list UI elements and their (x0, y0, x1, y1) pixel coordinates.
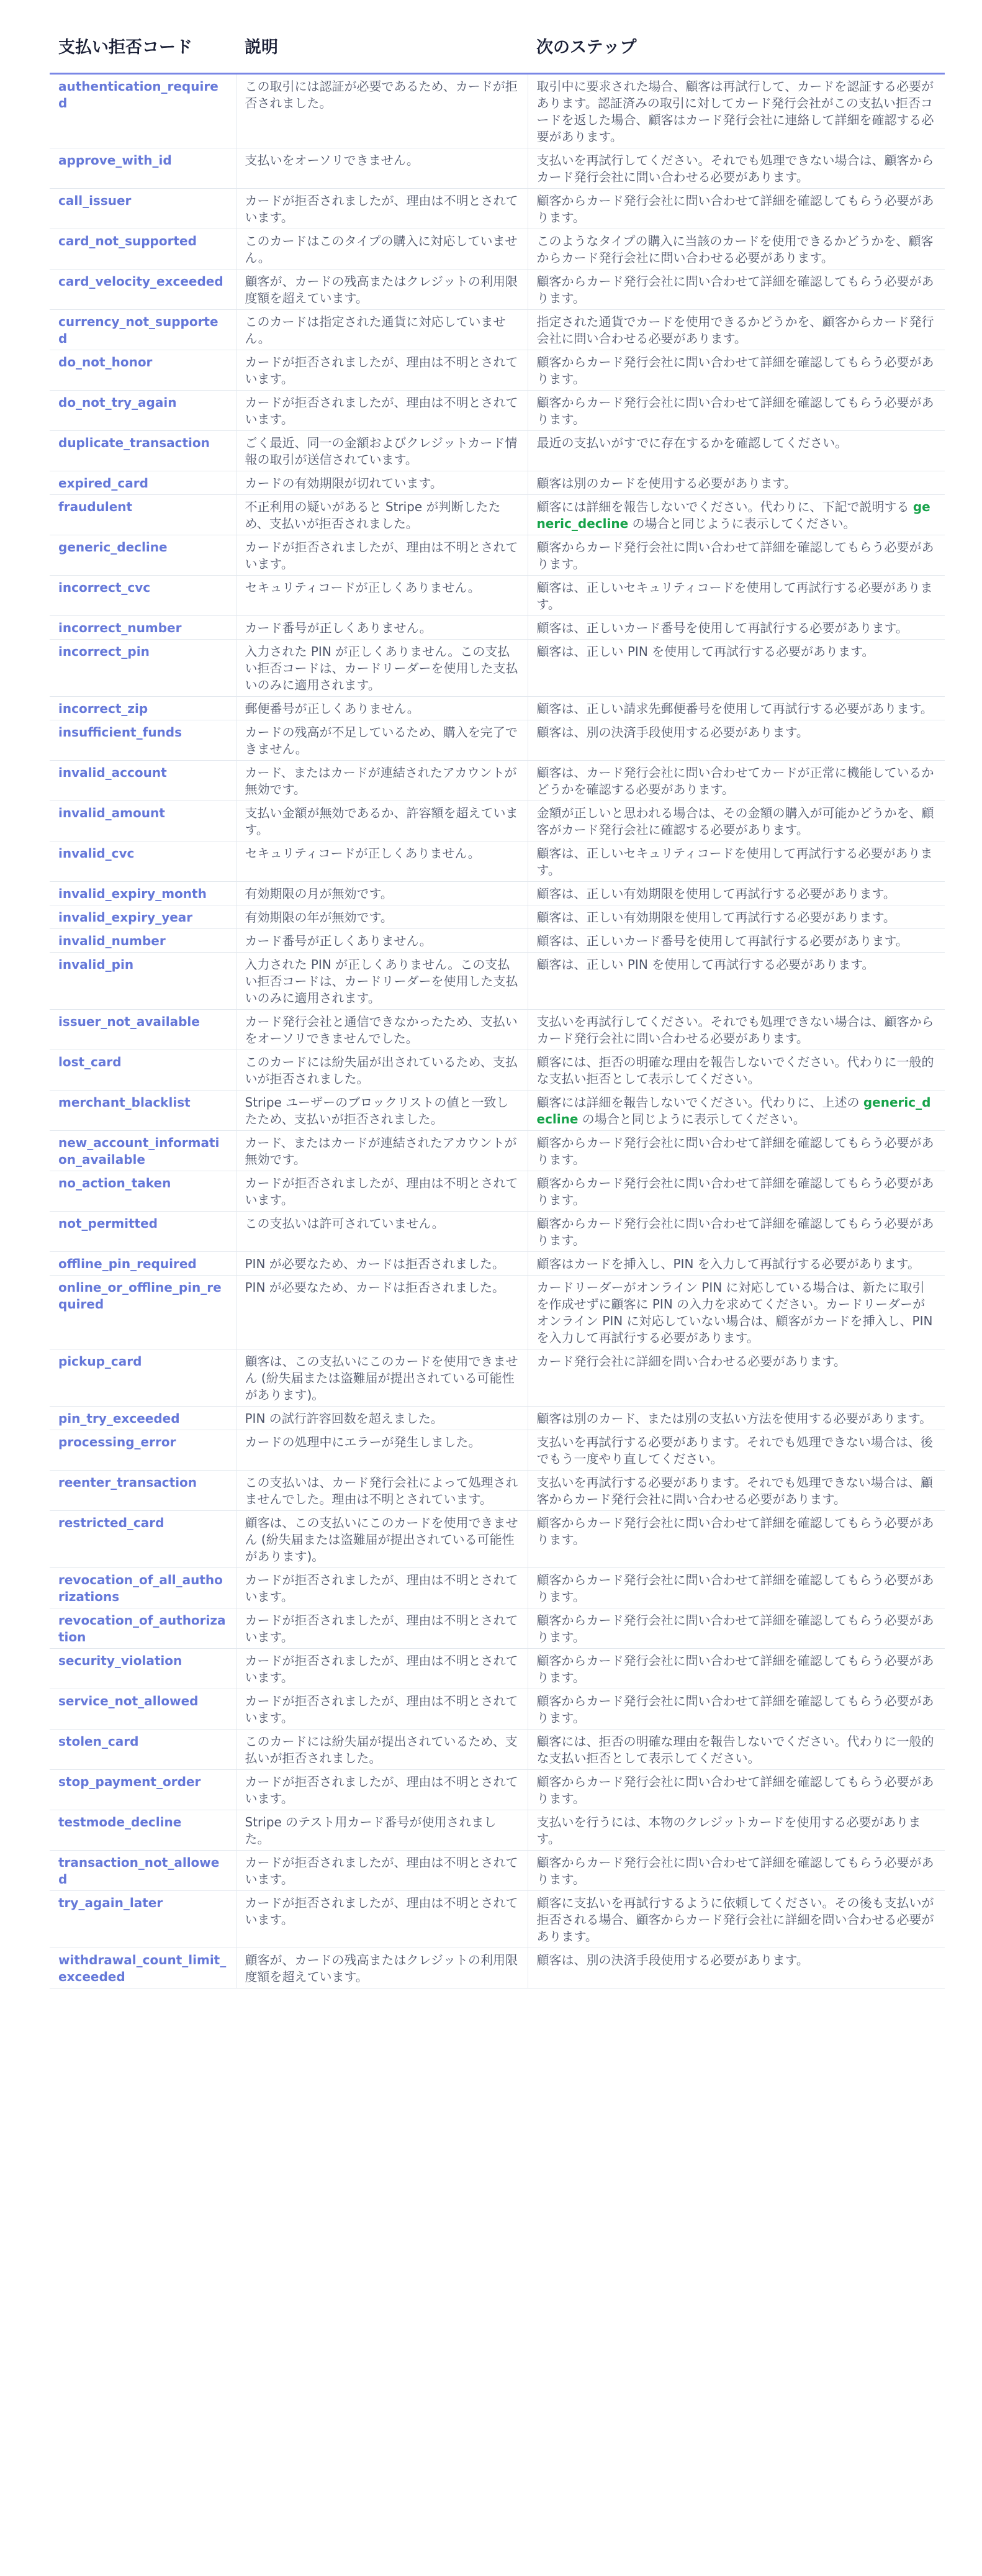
next-steps: 顧客からカード発行会社に問い合わせて詳細を確認してもらう必要があります。 (528, 1851, 945, 1891)
decline-code-link[interactable]: invalid_cvc (50, 841, 236, 882)
decline-description: カード、またはカードが連結されたアカウントが無効です。 (236, 761, 528, 801)
decline-code-link[interactable]: lost_card (50, 1050, 236, 1091)
decline-code-link[interactable]: new_account_information_available (50, 1131, 236, 1171)
next-steps: 顧客は、正しい PIN を使用して再試行する必要があります。 (528, 640, 945, 697)
table-row (50, 882, 945, 905)
table-row (50, 697, 945, 720)
decline-description: カードが拒否されましたが、理由は不明とされています。 (236, 189, 528, 229)
table-row (50, 1050, 945, 1091)
decline-code-link[interactable]: testmode_decline (50, 1810, 236, 1851)
next-steps: 支払いを再試行する必要があります。それでも処理できない場合は、後でもう一度やり直してください。 (528, 1430, 945, 1471)
next-steps: 顧客からカード発行会社に問い合わせて詳細を確認してもらう必要があります。 (528, 350, 945, 391)
decline-description: 有効期限の月が無効です。 (236, 882, 528, 905)
table-row (50, 74, 945, 148)
next-steps: 顧客は別のカードを使用する必要があります。 (528, 471, 945, 495)
next-steps: 顧客には、拒否の明確な理由を報告しないでください。代わりに一般的な支払い拒否として表示してください。 (528, 1730, 945, 1770)
next-steps: 顧客は別のカード、または別の支払い方法を使用する必要があります。 (528, 1407, 945, 1430)
decline-code-link[interactable]: incorrect_pin (50, 640, 236, 697)
table-row (50, 350, 945, 391)
decline-code-link[interactable]: merchant_blacklist (50, 1091, 236, 1131)
table-row (50, 1091, 945, 1131)
decline-description: カードが拒否されましたが、理由は不明とされています。 (236, 1689, 528, 1730)
decline-description: カードが拒否されましたが、理由は不明とされています。 (236, 1891, 528, 1948)
table-row (50, 1407, 945, 1430)
decline-description: カードが拒否されましたが、理由は不明とされています。 (236, 391, 528, 431)
decline-code-link[interactable]: fraudulent (50, 495, 236, 535)
next-steps: 顧客は、正しいカード番号を使用して再試行する必要があります。 (528, 616, 945, 640)
table-row (50, 1851, 945, 1891)
next-steps: 支払いを行うには、本物のクレジットカードを使用する必要があります。 (528, 1810, 945, 1851)
next-steps-text: の場合と同じように表示してください。 (578, 1112, 806, 1127)
decline-description: 郵便番号が正しくありません。 (236, 697, 528, 720)
next-steps: 顧客からカード発行会社に問い合わせて詳細を確認してもらう必要があります。 (528, 391, 945, 431)
decline-code-link[interactable]: not_permitted (50, 1212, 236, 1252)
next-steps: 顧客に支払いを再試行するように依頼してください。その後も支払いが拒否される場合、顧客からカード発行会社に詳細を問い合わせる必要があります。 (528, 1891, 945, 1948)
header-next-steps: 次のステップ (528, 25, 945, 74)
decline-description: カードが拒否されましたが、理由は不明とされています。 (236, 1649, 528, 1689)
decline-description: カードが拒否されましたが、理由は不明とされています。 (236, 1770, 528, 1810)
next-steps: 取引中に要求された場合、顧客は再試行して、カードを認証する必要があります。認証済みの取引に対してカード発行会社がこの支払い拒否コードを返した場合、顧客はカード発行会社に連絡して詳細を確認する必要があります。 (528, 74, 945, 148)
decline-description: この取引には認証が必要であるため、カードが拒否されました。 (236, 74, 528, 148)
table-row (50, 761, 945, 801)
decline-description: カードが拒否されましたが、理由は不明とされています。 (236, 1608, 528, 1649)
table-row (50, 1730, 945, 1770)
table-row (50, 1891, 945, 1948)
decline-code-link[interactable]: try_again_later (50, 1891, 236, 1948)
decline-code-link[interactable]: offline_pin_required (50, 1252, 236, 1276)
decline-code-link[interactable]: card_not_supported (50, 229, 236, 270)
next-steps: 顧客は、正しいカード番号を使用して再試行する必要があります。 (528, 929, 945, 953)
decline-code-link[interactable]: reenter_transaction (50, 1471, 236, 1511)
table-row (50, 148, 945, 189)
decline-description: 入力された PIN が正しくありません。この支払い拒否コードは、カードリーダーを使用した支払いのみに適用されます。 (236, 953, 528, 1010)
table-row (50, 1252, 945, 1276)
decline-code-link[interactable]: pin_try_exceeded (50, 1407, 236, 1430)
decline-code-link[interactable]: expired_card (50, 471, 236, 495)
next-steps: 支払いを再試行してください。それでも処理できない場合は、顧客からカード発行会社に問い合わせる必要があります。 (528, 148, 945, 189)
next-steps: 顧客からカード発行会社に問い合わせて詳細を確認してもらう必要があります。 (528, 270, 945, 310)
decline-code-link[interactable]: approve_with_id (50, 148, 236, 189)
decline-code-link[interactable]: do_not_honor (50, 350, 236, 391)
decline-description: 有効期限の年が無効です。 (236, 905, 528, 929)
table-row (50, 1568, 945, 1608)
decline-description: ごく最近、同一の金額およびクレジットカード情報の取引が送信されています。 (236, 431, 528, 471)
table-row (50, 1212, 945, 1252)
table-row (50, 1430, 945, 1471)
decline-code-link[interactable]: do_not_try_again (50, 391, 236, 431)
decline-description: 顧客が、カードの残高またはクレジットの利用限度額を超えています。 (236, 1948, 528, 1989)
decline-description: PIN が必要なため、カードは拒否されました。 (236, 1252, 528, 1276)
next-steps: 顧客からカード発行会社に問い合わせて詳細を確認してもらう必要があります。 (528, 1770, 945, 1810)
table-row (50, 495, 945, 535)
decline-code-link[interactable]: invalid_pin (50, 953, 236, 1010)
next-steps: 顧客からカード発行会社に問い合わせて詳細を確認してもらう必要があります。 (528, 189, 945, 229)
decline-description: この支払いは、カード発行会社によって処理されませんでした。理由は不明とされています。 (236, 1471, 528, 1511)
decline-code-link[interactable]: revocation_of_authorization (50, 1608, 236, 1649)
next-steps: 顧客からカード発行会社に問い合わせて詳細を確認してもらう必要があります。 (528, 1511, 945, 1568)
decline-description: このカードはこのタイプの購入に対応していません。 (236, 229, 528, 270)
decline-description: 支払い金額が無効であるか、許容額を超えています。 (236, 801, 528, 841)
decline-description: カード、またはカードが連結されたアカウントが無効です。 (236, 1131, 528, 1171)
header-code: 支払い拒否コード (50, 25, 236, 74)
table-row (50, 1131, 945, 1171)
decline-description: 入力された PIN が正しくありません。この支払い拒否コードは、カードリーダーを使用した支払いのみに適用されます。 (236, 640, 528, 697)
next-steps: 顧客からカード発行会社に問い合わせて詳細を確認してもらう必要があります。 (528, 1131, 945, 1171)
next-steps: 最近の支払いがすでに存在するかを確認してください。 (528, 431, 945, 471)
decline-description: 顧客は、この支払いにこのカードを使用できません (紛失届または盗難届が提出されている可能性があります)。 (236, 1511, 528, 1568)
table-row (50, 391, 945, 431)
decline-description: 顧客は、この支払いにこのカードを使用できません (紛失届または盗難届が提出されている可能性があります)。 (236, 1349, 528, 1407)
decline-description: Stripe のテスト用カード番号が使用されました。 (236, 1810, 528, 1851)
next-steps: 顧客からカード発行会社に問い合わせて詳細を確認してもらう必要があります。 (528, 1568, 945, 1608)
decline-description: PIN の試行許容回数を超えました。 (236, 1407, 528, 1430)
decline-code-link[interactable]: card_velocity_exceeded (50, 270, 236, 310)
decline-description: カード番号が正しくありません。 (236, 929, 528, 953)
table-row (50, 1010, 945, 1050)
next-steps (528, 495, 945, 535)
table-row (50, 905, 945, 929)
decline-code-link[interactable]: service_not_allowed (50, 1689, 236, 1730)
next-steps (528, 1091, 945, 1131)
header-description: 説明 (236, 25, 528, 74)
next-steps: 顧客は、カード発行会社に問い合わせてカードが正常に機能しているかどうかを確認する必要があります。 (528, 761, 945, 801)
next-steps: 顧客は、正しいセキュリティコードを使用して再試行する必要があります。 (528, 576, 945, 616)
next-steps: 顧客からカード発行会社に問い合わせて詳細を確認してもらう必要があります。 (528, 1649, 945, 1689)
next-steps: 顧客からカード発行会社に問い合わせて詳細を確認してもらう必要があります。 (528, 1212, 945, 1252)
decline-code-link[interactable]: invalid_expiry_year (50, 905, 236, 929)
decline-description: このカードには紛失届が提出されているため、支払いが拒否されました。 (236, 1730, 528, 1770)
next-steps: 支払いを再試行してください。それでも処理できない場合は、顧客からカード発行会社に問い合わせる必要があります。 (528, 1010, 945, 1050)
next-steps: 顧客には、拒否の明確な理由を報告しないでください。代わりに一般的な支払い拒否として表示してください。 (528, 1050, 945, 1091)
next-steps: 顧客からカード発行会社に問い合わせて詳細を確認してもらう必要があります。 (528, 1689, 945, 1730)
decline-description: セキュリティコードが正しくありません。 (236, 576, 528, 616)
header-row (50, 25, 945, 74)
table-row (50, 229, 945, 270)
table-row (50, 1649, 945, 1689)
table-body (50, 74, 945, 1989)
decline-description: カードが拒否されましたが、理由は不明とされています。 (236, 535, 528, 576)
next-steps: 顧客は、別の決済手段使用する必要があります。 (528, 1948, 945, 1989)
next-steps: 顧客は、正しい有効期限を使用して再試行する必要があります。 (528, 905, 945, 929)
decline-code-link[interactable]: insufficient_funds (50, 720, 236, 761)
decline-description: 支払いをオーソリできません。 (236, 148, 528, 189)
decline-code-link[interactable]: invalid_expiry_month (50, 882, 236, 905)
decline-description: カードが拒否されましたが、理由は不明とされています。 (236, 1568, 528, 1608)
next-steps: 顧客は、正しい PIN を使用して再試行する必要があります。 (528, 953, 945, 1010)
next-steps: 顧客は、正しい請求先郵便番号を使用して再試行する必要があります。 (528, 697, 945, 720)
table-row (50, 535, 945, 576)
decline-description: カードが拒否されましたが、理由は不明とされています。 (236, 1851, 528, 1891)
decline-description: セキュリティコードが正しくありません。 (236, 841, 528, 882)
decline-description: カードの処理中にエラーが発生しました。 (236, 1430, 528, 1471)
decline-code-link[interactable]: stolen_card (50, 1730, 236, 1770)
inline-code-link[interactable]: generic_decline (536, 1095, 931, 1127)
next-steps: 支払いを再試行する必要があります。それでも処理できない場合は、顧客からカード発行会社に問い合わせる必要があります。 (528, 1471, 945, 1511)
decline-description: カードの残高が不足しているため、購入を完了できません。 (236, 720, 528, 761)
decline-description: このカードは指定された通貨に対応していません。 (236, 310, 528, 350)
table-row (50, 471, 945, 495)
next-steps-text: の場合と同じように表示してください。 (628, 516, 856, 531)
decline-description: この支払いは許可されていません。 (236, 1212, 528, 1252)
table-row (50, 270, 945, 310)
table-row (50, 1810, 945, 1851)
table-row (50, 1349, 945, 1407)
decline-code-link[interactable]: pickup_card (50, 1349, 236, 1407)
next-steps: 顧客からカード発行会社に問い合わせて詳細を確認してもらう必要があります。 (528, 1608, 945, 1649)
next-steps: カード発行会社に詳細を問い合わせる必要があります。 (528, 1349, 945, 1407)
table-row (50, 1948, 945, 1989)
next-steps: 顧客は、別の決済手段使用する必要があります。 (528, 720, 945, 761)
table-row (50, 640, 945, 697)
decline-description: このカードには紛失届が出されているため、支払いが拒否されました。 (236, 1050, 528, 1091)
table-row (50, 1511, 945, 1568)
table-header (50, 25, 945, 74)
table-row (50, 1471, 945, 1511)
next-steps: 指定された通貨でカードを使用できるかどうかを、顧客からカード発行会社に問い合わせる必要があります。 (528, 310, 945, 350)
table-row (50, 576, 945, 616)
table-row (50, 720, 945, 761)
decline-code-link[interactable]: no_action_taken (50, 1171, 236, 1212)
next-steps: 顧客からカード発行会社に問い合わせて詳細を確認してもらう必要があります。 (528, 1171, 945, 1212)
decline-description: カード番号が正しくありません。 (236, 616, 528, 640)
decline-code-link[interactable]: issuer_not_available (50, 1010, 236, 1050)
decline-code-link[interactable]: currency_not_supported (50, 310, 236, 350)
decline-codes-table (50, 25, 945, 1989)
table-row (50, 616, 945, 640)
next-steps: カードリーダーがオンライン PIN に対応している場合は、新たに取引を作成せずに顧客に PIN の入力を求めてください。カードリーダーがオンライン PIN に対応していない場合は、顧客がカードを挿入し、PIN を入力して再試行する必要があります。 (528, 1276, 945, 1349)
next-steps-text: 顧客には詳細を報告しないでください。代わりに、下記で説明する (536, 499, 913, 514)
next-steps: 金額が正しいと思われる場合は、その金額の購入が可能かどうかを、顧客がカード発行会社に確認する必要があります。 (528, 801, 945, 841)
decline-description: カードが拒否されましたが、理由は不明とされています。 (236, 1171, 528, 1212)
decline-code-link[interactable]: authentication_required (50, 74, 236, 148)
next-steps: このようなタイプの購入に当該のカードを使用できるかどうかを、顧客からカード発行会社に問い合わせる必要があります。 (528, 229, 945, 270)
decline-code-link[interactable]: incorrect_number (50, 616, 236, 640)
decline-code-link[interactable]: stop_payment_order (50, 1770, 236, 1810)
decline-description: カード発行会社と通信できなかったため、支払いをオーソリできませんでした。 (236, 1010, 528, 1050)
decline-description: カードが拒否されましたが、理由は不明とされています。 (236, 350, 528, 391)
table-row (50, 310, 945, 350)
decline-code-link[interactable]: call_issuer (50, 189, 236, 229)
next-steps-text: 顧客には詳細を報告しないでください。代わりに、上述の (536, 1095, 863, 1110)
decline-code-link[interactable]: duplicate_transaction (50, 431, 236, 471)
decline-description: 顧客が、カードの残高またはクレジットの利用限度額を超えています。 (236, 270, 528, 310)
table-row (50, 1608, 945, 1649)
next-steps: 顧客は、正しい有効期限を使用して再試行する必要があります。 (528, 882, 945, 905)
table-row (50, 431, 945, 471)
decline-code-link[interactable]: generic_decline (50, 535, 236, 576)
decline-description: 不正利用の疑いがあると Stripe が判断したため、支払いが拒否されました。 (236, 495, 528, 535)
decline-code-link[interactable]: online_or_offline_pin_required (50, 1276, 236, 1349)
next-steps: 顧客からカード発行会社に問い合わせて詳細を確認してもらう必要があります。 (528, 535, 945, 576)
decline-code-link[interactable]: invalid_account (50, 761, 236, 801)
decline-description: PIN が必要なため、カードは拒否されました。 (236, 1276, 528, 1349)
table-row (50, 189, 945, 229)
decline-description: カードの有効期限が切れています。 (236, 471, 528, 495)
table-row (50, 1276, 945, 1349)
decline-description: Stripe ユーザーのブロックリストの値と一致したため、支払いが拒否されました。 (236, 1091, 528, 1131)
table-row (50, 801, 945, 841)
decline-code-link[interactable]: withdrawal_count_limit_exceeded (50, 1948, 236, 1989)
table-row (50, 953, 945, 1010)
inline-code-link[interactable]: generic_decline (536, 499, 930, 531)
decline-code-link[interactable]: revocation_of_all_authorizations (50, 1568, 236, 1608)
decline-code-link[interactable]: security_violation (50, 1649, 236, 1689)
table-row (50, 1689, 945, 1730)
decline-code-link[interactable]: restricted_card (50, 1511, 236, 1568)
next-steps: 顧客はカードを挿入し、PIN を入力して再試行する必要があります。 (528, 1252, 945, 1276)
decline-code-link[interactable]: invalid_number (50, 929, 236, 953)
table-row (50, 841, 945, 882)
decline-code-link[interactable]: processing_error (50, 1430, 236, 1471)
decline-code-link[interactable]: invalid_amount (50, 801, 236, 841)
table-row (50, 1171, 945, 1212)
table-row (50, 1770, 945, 1810)
decline-code-link[interactable]: incorrect_zip (50, 697, 236, 720)
decline-code-link[interactable]: transaction_not_allowed (50, 1851, 236, 1891)
decline-code-link[interactable]: incorrect_cvc (50, 576, 236, 616)
table-row (50, 929, 945, 953)
next-steps: 顧客は、正しいセキュリティコードを使用して再試行する必要があります。 (528, 841, 945, 882)
